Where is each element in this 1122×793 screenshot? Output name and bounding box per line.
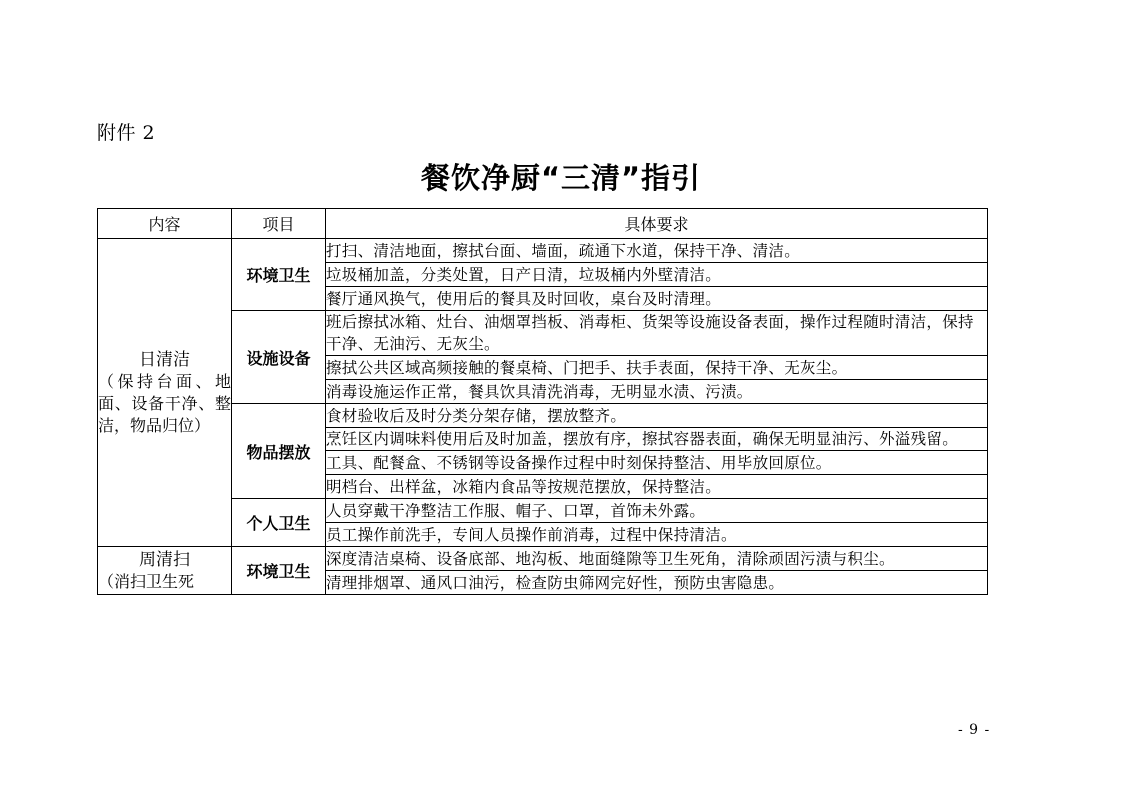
item-item-placement: 物品摆放: [232, 404, 326, 499]
guideline-table: [97, 208, 988, 595]
item-facilities-equipment: 设施设备: [232, 311, 326, 404]
table-row: [98, 499, 988, 523]
requirement-cell: 烹饪区内调味料使用后及时加盖，摆放有序，擦拭容器表面，确保无明显油污、外溢残留。: [326, 428, 988, 451]
requirement-cell: 明档台、出样盆，冰箱内食品等按规范摆放，保持整洁。: [326, 475, 988, 499]
item-weekly-environment-hygiene: 环境卫生: [232, 547, 326, 595]
header-content: 内容: [98, 209, 232, 239]
header-item: 项目: [232, 209, 326, 239]
document-title: 餐饮净厨“三清”指引: [420, 161, 702, 195]
daily-category-cell: [98, 239, 232, 547]
weekly-category-title: 周清扫: [139, 549, 190, 570]
item-personal-hygiene: 个人卫生: [232, 499, 326, 547]
requirement-cell: 人员穿戴干净整洁工作服、帽子、口罩，首饰未外露。: [326, 499, 988, 523]
daily-category-title: 日清洁: [139, 349, 190, 370]
requirement-cell: 工具、配餐盒、不锈钢等设备操作过程中时刻保持整洁、用毕放回原位。: [326, 451, 988, 475]
requirement-cell: 消毒设施运作正常，餐具饮具清洗消毒，无明显水渍、污渍。: [326, 380, 988, 404]
daily-category-note: （保持台面、地面、设备干净、整洁，物品归位）: [98, 371, 231, 435]
page-number: - 9 -: [958, 722, 991, 738]
header-requirements: 具体要求: [326, 209, 988, 239]
item-environment-hygiene: 环境卫生: [232, 239, 326, 311]
weekly-category-note: （消扫卫生死: [98, 571, 195, 591]
requirement-cell: 打扫、清洁地面，擦拭台面、墙面，疏通下水道，保持干净、清洁。: [326, 239, 988, 263]
requirement-cell: 班后擦拭冰箱、灶台、油烟罩挡板、消毒柜、货架等设施设备表面，操作过程随时清洁，保持干净、无油污、无灰尘。: [326, 311, 988, 356]
requirement-cell: 餐厅通风换气，使用后的餐具及时回收，桌台及时清理。: [326, 287, 988, 311]
requirement-cell: 垃圾桶加盖，分类处置，日产日清，垃圾桶内外壁清洁。: [326, 263, 988, 287]
requirement-cell: 食材验收后及时分类分架存储，摆放整齐。: [326, 404, 988, 428]
requirement-cell: 员工操作前洗手，专间人员操作前消毒，过程中保持清洁。: [326, 523, 988, 547]
table-row: [98, 547, 988, 571]
requirement-cell: 清理排烟罩、通风口油污，检查防虫筛网完好性，预防虫害隐患。: [326, 571, 988, 595]
requirement-cell: 深度清洁桌椅、设备底部、地沟板、地面缝隙等卫生死角，清除顽固污渍与积尘。: [326, 547, 988, 571]
weekly-category-cell: [98, 547, 232, 595]
table-row: [98, 311, 988, 356]
table-row: [98, 239, 988, 263]
table-row: [98, 404, 988, 428]
attachment-label: 附件 2: [97, 122, 156, 144]
requirement-cell: 擦拭公共区域高频接触的餐桌椅、门把手、扶手表面，保持干净、无灰尘。: [326, 356, 988, 380]
table-header-row: [98, 209, 988, 239]
